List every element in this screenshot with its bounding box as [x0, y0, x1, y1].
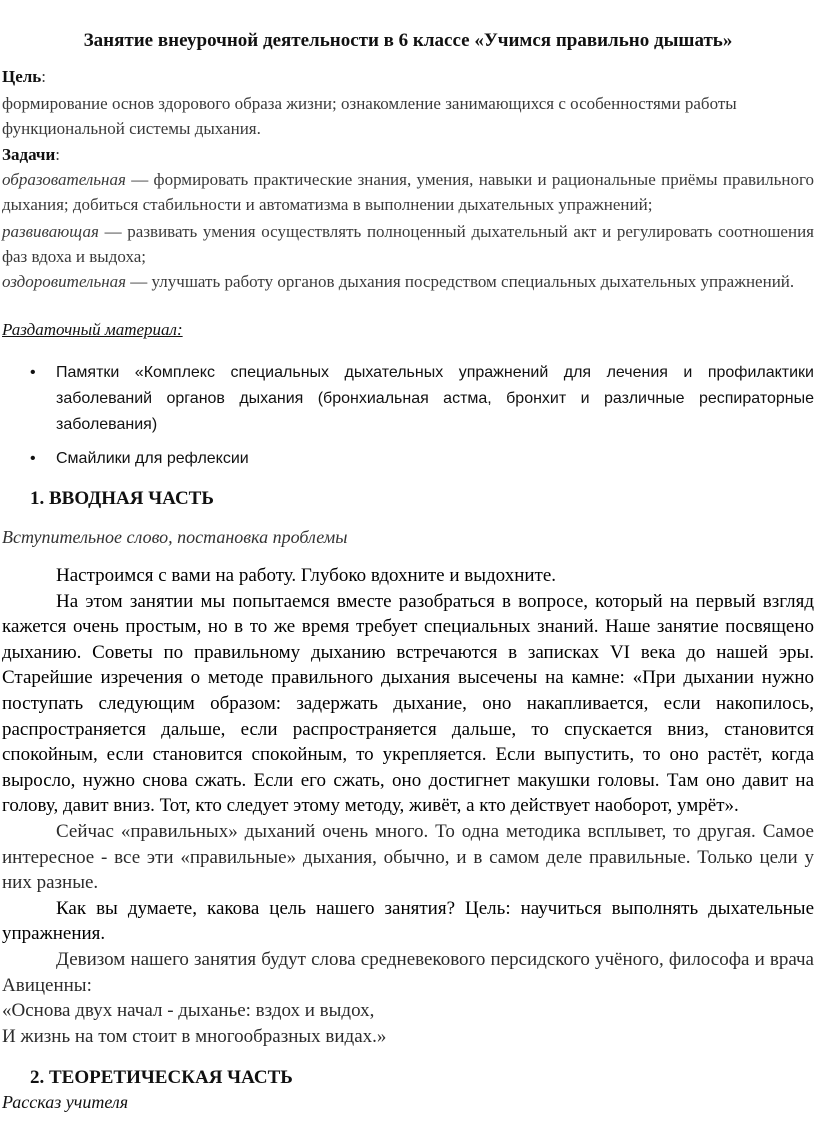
paragraph: Как вы думаете, какова цель нашего занятия? Цель: научиться выполнять дыхательные упражнения.: [2, 897, 814, 945]
paragraph: Настроимся с вами на работу. Глубоко вдохните и выдохните.: [56, 565, 557, 586]
task-term: образовательная: [2, 170, 126, 189]
task-text: — улучшать работу органов дыхания посредством специальных дыхательных упражнений.: [126, 272, 795, 291]
paragraph: Сейчас «правильных» дыханий очень много. То одна методика всплывет, то другая. Самое интересное - все эти «правильные» дыхания, обычно, и в самом деле правильные. Только цели у них разные.: [2, 820, 814, 894]
task-term: развивающая: [2, 222, 99, 241]
handout-list: [30, 360, 814, 472]
task-item-developing: [2, 219, 814, 269]
bullet-icon: •: [30, 364, 36, 381]
section-subtitle-theory: Рассказ учителя: [2, 1092, 129, 1112]
paragraph: Девизом нашего занятия будут слова средневекового персидского учёного, философа и врача Авиценны:: [2, 948, 814, 996]
task-text: — развивать умения осуществлять полноценный дыхательный акт и регулировать соотношения фаз вдоха и выдоха;: [2, 222, 814, 266]
task-term: оздоровительная: [2, 272, 127, 291]
task-text: — формировать практические знания, умения, навыки и рациональные приёмы правильного дыхания; добиться стабильности и автоматизма в выполнении дыхательных упражнений;: [2, 170, 814, 214]
handout-label: Раздаточный материал:: [2, 320, 183, 339]
quote-line: «Основа двух начал - дыханье: вздох и выдох,: [2, 1000, 375, 1022]
tasks-label-line: Задачи:: [2, 145, 61, 164]
section-subtitle-intro: Вступительное слово, постановка проблемы: [2, 527, 348, 547]
list-item: • Смайлики для рефлексии: [30, 446, 814, 472]
section-body-intro: [2, 563, 814, 1049]
bullet-icon: •: [30, 450, 36, 467]
goal-label-line: Цель:: [2, 67, 47, 86]
paragraph: На этом занятии мы попытаемся вместе разобраться в вопросе, который на первый взгляд кажется очень простым, но в то же время требует специальных знаний. Наше занятие посвящено дыханию. Советы по правильному дыханию встречаются в записках VI века до нашей эры. Старейшие изречения о методе правильного дыхания высечены на камне: «При дыхании нужно поступать следующим образом: задержать дыхание, оно накапливается, если накопилось, распространяется дальше, если распространяется дальше, то спускается вниз, становится спокойным, если становится спокойным, то укрепляется. Если выпустить, то оно растёт, когда выросло, нужно снова сжать. Если его сжать, оно достигнет макушки головы. Там оно давит на голову, давит вниз. Тот, кто следует этому методу, живёт, а кто действует наоборот, умрёт».: [2, 590, 814, 817]
section-heading-theory: 2. ТЕОРЕТИЧЕСКАЯ ЧАСТЬ: [30, 1067, 293, 1088]
goal-label: Цель: [2, 67, 42, 86]
list-item: • Памятки «Комплекс специальных дыхательных упражнений для лечения и профилактики заболеваний органов дыхания (бронхиальная астма, бронхит и различные респираторные заболевания): [30, 360, 814, 438]
task-item-educational: [2, 167, 814, 217]
goal-text: формирование основ здорового образа жизни; ознакомление занимающихся с особенностями работы функциональной системы дыхания.: [2, 94, 737, 138]
quote-line: И жизнь на том стоит в многообразных видах.»: [2, 1025, 387, 1047]
document-title: Занятие внеурочной деятельности в 6 классе «Учимся правильно дышать»: [83, 30, 733, 51]
section-heading-intro: 1. ВВОДНАЯ ЧАСТЬ: [30, 488, 214, 509]
task-item-health: [2, 269, 814, 294]
tasks-label: Задачи: [2, 145, 56, 164]
